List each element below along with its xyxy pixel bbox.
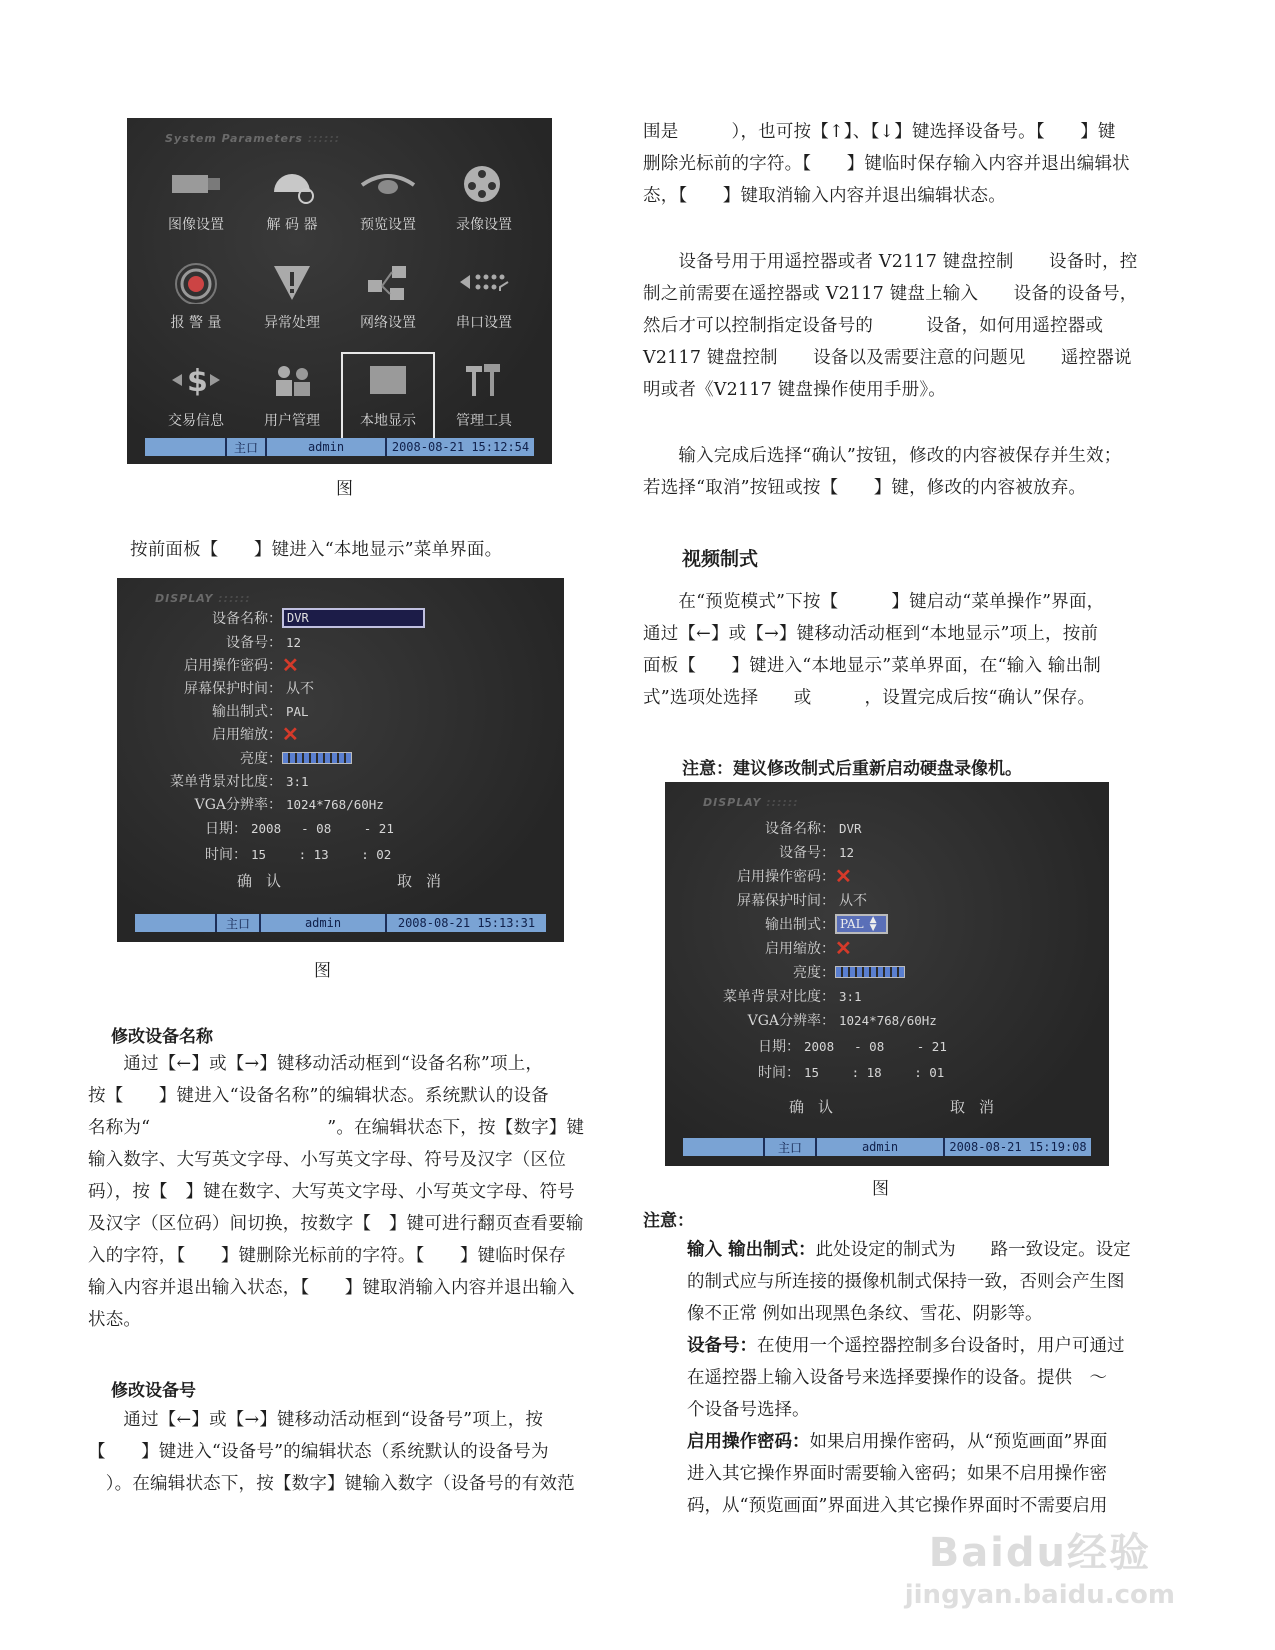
eye-icon	[360, 169, 416, 199]
label-screensaver: 屏幕保护时间：	[184, 681, 282, 697]
alarm-icon	[172, 260, 220, 304]
menu-item-exception[interactable]: 异常处理	[245, 254, 339, 350]
menu-item-alarm[interactable]: 报 警 量	[149, 254, 243, 350]
status-datetime: 2008-08-21 15:19:08	[949, 1140, 1087, 1154]
menu-item-network[interactable]: 网络设置	[341, 254, 435, 350]
menu-item-serial-port[interactable]: 串口设置	[437, 254, 531, 350]
status-bar	[683, 1138, 1091, 1156]
screensaver-value[interactable]: 从不	[839, 893, 867, 909]
device-name-value[interactable]: DVR	[839, 820, 862, 836]
label-contrast: 菜单背景对比度：	[170, 774, 282, 790]
date-value[interactable]: 2008 - 08 - 21	[251, 821, 394, 836]
confirm-button[interactable]: 确认	[237, 872, 296, 890]
menu-item-image-settings[interactable]: 图像设置	[149, 156, 243, 252]
tools-icon	[462, 360, 506, 400]
system-parameters-screenshot	[127, 118, 552, 464]
device-number-value[interactable]: 12	[839, 844, 855, 860]
status-user: admin	[817, 1138, 945, 1156]
status-home: 主口	[217, 914, 261, 932]
figure-caption: 图	[336, 479, 353, 499]
label-device-name: 设备名称：	[212, 611, 282, 627]
display-menu-screenshot	[117, 578, 564, 942]
svg-text:$: $	[187, 364, 208, 399]
users-icon	[268, 360, 316, 400]
status-datetime: 2008-08-21 15:13:31	[397, 916, 536, 930]
screen-title: DISPLAY ::::::	[155, 592, 251, 605]
password-disabled-icon[interactable]: ✕	[835, 864, 852, 888]
paragraph-enter-display: 按前面板【 】键进入“本地显示”菜单界面。	[130, 540, 503, 560]
screen-title: System Parameters ::::::	[165, 132, 341, 145]
baidu-watermark: Baidu经验 jingyan.baidu.com	[904, 1530, 1175, 1610]
status-home: 主口	[765, 1138, 817, 1156]
warning-icon	[270, 262, 314, 302]
contrast-value[interactable]: 3:1	[286, 773, 309, 789]
brightness-slider[interactable]	[282, 752, 352, 764]
film-reel-icon	[460, 162, 508, 206]
menu-item-management-tools[interactable]: 管理工具	[437, 352, 531, 448]
section-heading-device-name: 修改设备名称	[111, 1027, 213, 1047]
cancel-button[interactable]: 取消	[397, 872, 456, 890]
dollar-icon	[170, 358, 222, 402]
output-format-value[interactable]: PAL	[286, 703, 309, 719]
note-output-label: 输入 输出制式：	[687, 1240, 816, 1260]
network-icon	[362, 262, 414, 302]
label-output-format: 输出制式：	[212, 704, 282, 720]
device-number-value[interactable]: 12	[286, 634, 302, 650]
display-icon	[366, 362, 410, 398]
menu-item-local-display[interactable]: 本地显示	[341, 352, 435, 448]
label-vga: VGA分辨率：	[194, 797, 282, 813]
label-date: 日期：	[205, 821, 247, 837]
status-bar	[135, 914, 546, 932]
contrast-value[interactable]: 3:1	[839, 988, 862, 1004]
status-home: 主口	[227, 438, 267, 456]
zoom-disabled-icon[interactable]: ✕	[282, 722, 299, 746]
vga-value[interactable]: 1024*768/60Hz	[839, 1012, 937, 1028]
figure-caption: 图	[872, 1179, 889, 1199]
label-brightness: 亮度：	[240, 751, 282, 767]
menu-item-transaction-info[interactable]: $ 交易信息	[149, 352, 243, 448]
label-password: 启用操作密码：	[184, 658, 282, 674]
zoom-disabled-icon[interactable]: ✕	[835, 936, 852, 960]
status-datetime: 2008-08-21 15:12:54	[391, 440, 530, 454]
status-user: admin	[261, 914, 387, 932]
section-heading-device-number: 修改设备号	[111, 1381, 196, 1401]
vga-value[interactable]: 1024*768/60Hz	[286, 796, 384, 812]
note-devno-label: 设备号：	[687, 1336, 757, 1356]
time-value[interactable]: 15 : 18 : 01	[804, 1065, 945, 1080]
confirm-button[interactable]: 确认	[789, 1098, 848, 1116]
output-format-select[interactable]: PAL ▲ ▼	[835, 914, 888, 934]
screen-title: DISPLAY ::::::	[703, 796, 799, 809]
status-user: admin	[267, 438, 387, 456]
figure-caption: 图	[314, 961, 331, 981]
password-disabled-icon[interactable]: ✕	[282, 653, 299, 677]
notes-title: 注意：	[643, 1211, 694, 1231]
device-name-input[interactable]: DVR	[282, 608, 425, 628]
camera-icon	[170, 171, 222, 197]
video-format-note: 注意：建议修改制式后重新启动硬盘录像机。	[682, 759, 1022, 779]
section-heading-video-format: 视频制式	[682, 548, 759, 570]
screensaver-value[interactable]: 从不	[286, 681, 314, 697]
date-value[interactable]: 2008 - 08 - 21	[804, 1039, 947, 1054]
note-password-label: 启用操作密码：	[687, 1432, 810, 1452]
label-device-number: 设备号：	[226, 635, 282, 651]
label-zoom: 启用缩放：	[212, 727, 282, 743]
status-bar	[145, 438, 534, 456]
menu-item-preview-settings[interactable]: 预览设置	[341, 156, 435, 252]
dome-camera-icon	[266, 162, 318, 206]
menu-item-decoder[interactable]: 解 码 器	[245, 156, 339, 252]
display-format-screenshot: DISPLAY :::::: 设备名称： DVR 设备号： 12 启用操作密码： ✕ 屏幕保护时间： 从不 输出制式： PAL ▲ ▼ 启用缩放： ✕ 亮度： 菜单背景对比度： 3:1 VGA分辨率： 1024*768/60Hz 日期： 2008 - 08 - 21 时间： 15 : 18 : 01 确认 取消 主口 admin 2008-08-21 15:19:08	[665, 782, 1109, 1166]
serial-port-icon	[458, 267, 510, 297]
brightness-slider[interactable]	[835, 966, 905, 978]
menu-item-user-management[interactable]: 用户管理	[245, 352, 339, 448]
time-value[interactable]: 15 : 13 : 02	[251, 847, 392, 862]
spinner-arrows-icon: ▲ ▼	[869, 915, 877, 933]
label-time: 时间：	[205, 847, 247, 863]
menu-item-record-settings[interactable]: 录像设置	[437, 156, 531, 252]
cancel-button[interactable]: 取消	[950, 1098, 1009, 1116]
